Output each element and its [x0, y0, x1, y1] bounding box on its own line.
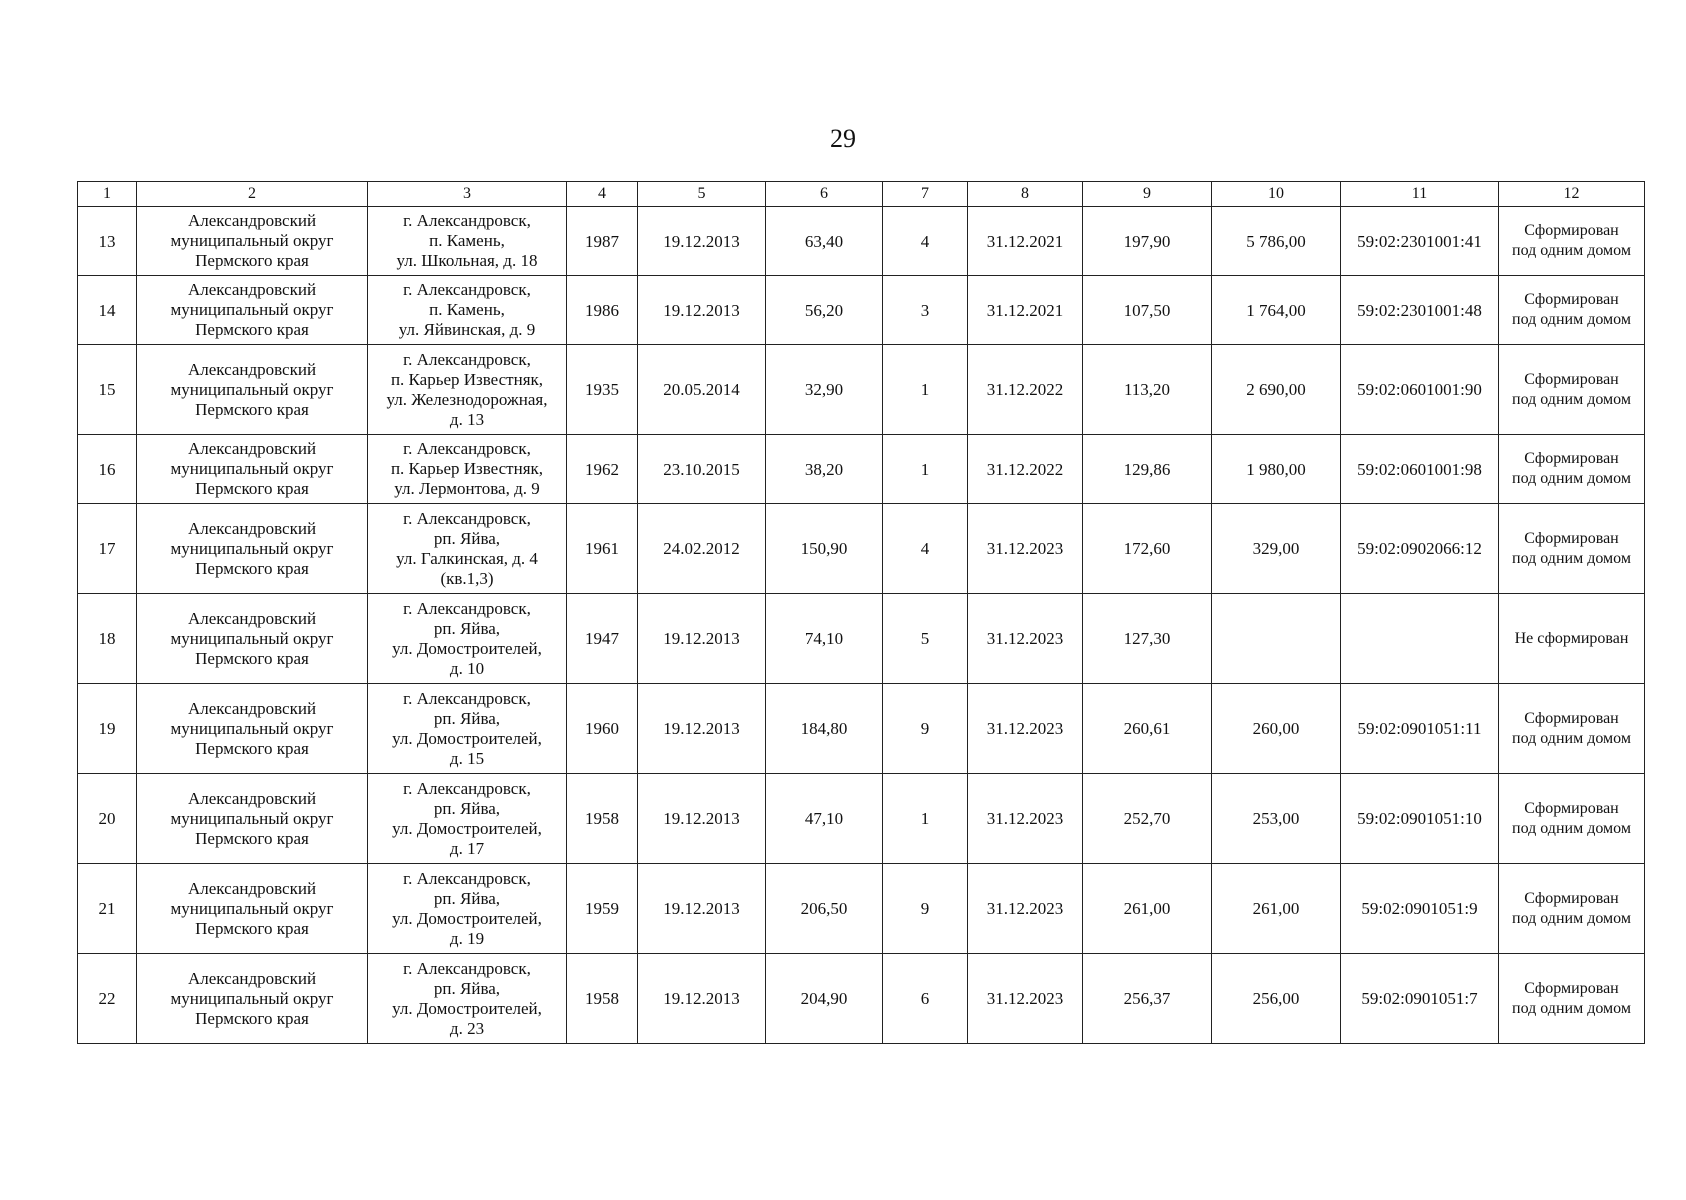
value9-cell: 252,70 — [1083, 774, 1212, 864]
column-header-5: 5 — [638, 182, 766, 207]
address-cell-line: д. 23 — [449, 1018, 485, 1038]
column-number-row — [78, 182, 1645, 207]
year-cell: 1947 — [567, 594, 638, 684]
persons-cell: 5 — [883, 594, 968, 684]
year-cell: 1958 — [567, 774, 638, 864]
owner-cell-line: Пермского края — [195, 828, 309, 848]
address-cell — [368, 864, 567, 954]
persons-cell: 6 — [883, 954, 968, 1044]
deadline-cell: 31.12.2023 — [968, 864, 1083, 954]
status-cell-line: под одним домом — [1512, 909, 1631, 927]
year-cell: 1986 — [567, 276, 638, 345]
row-number-cell: 15 — [78, 345, 137, 435]
row-number-cell: 19 — [78, 684, 137, 774]
status-cell — [1499, 684, 1645, 774]
status-cell — [1499, 345, 1645, 435]
cadastral-number-cell: 59:02:0601001:90 — [1341, 345, 1499, 435]
area-cell: 47,10 — [766, 774, 883, 864]
owner-cell — [137, 345, 368, 435]
area-cell: 150,90 — [766, 504, 883, 594]
value10-cell: 5 786,00 — [1212, 207, 1341, 276]
owner-cell-line: муниципальный округ — [170, 988, 334, 1008]
address-cell-line: п. Камень, — [429, 231, 505, 250]
address-cell-line: рп. Яйва, — [433, 798, 501, 818]
year-cell: 1935 — [567, 345, 638, 435]
address-cell-line: рп. Яйва, — [433, 888, 501, 908]
column-header-4: 4 — [567, 182, 638, 207]
address-cell-line: рп. Яйва, — [433, 978, 501, 998]
owner-cell-line: Пермского края — [195, 320, 309, 339]
address-cell-line: г. Александровск, — [403, 598, 531, 618]
owner-cell-line: Пермского края — [195, 558, 309, 578]
date-cell: 20.05.2014 — [638, 345, 766, 435]
address-cell-line: рп. Яйва, — [433, 618, 501, 638]
owner-cell-line: муниципальный округ — [170, 459, 334, 478]
date-cell: 24.02.2012 — [638, 504, 766, 594]
status-cell — [1499, 954, 1645, 1044]
row-number-cell: 14 — [78, 276, 137, 345]
persons-cell: 4 — [883, 207, 968, 276]
status-cell-line: под одним домом — [1512, 729, 1631, 747]
owner-cell-line: Александровский — [187, 518, 317, 538]
address-cell-line: д. 10 — [449, 658, 485, 678]
status-cell-line: под одним домом — [1512, 819, 1631, 837]
date-cell: 19.12.2013 — [638, 207, 766, 276]
deadline-cell: 31.12.2022 — [968, 345, 1083, 435]
owner-cell-line: Пермского края — [195, 399, 309, 419]
owner-cell-line: муниципальный округ — [170, 718, 334, 738]
cadastral-number-cell: 59:02:2301001:48 — [1341, 276, 1499, 345]
column-header-6: 6 — [766, 182, 883, 207]
owner-cell-line: Пермского края — [195, 648, 309, 668]
value10-cell — [1212, 594, 1341, 684]
date-cell: 19.12.2013 — [638, 594, 766, 684]
column-header-7: 7 — [883, 182, 968, 207]
status-cell — [1499, 774, 1645, 864]
owner-cell-line: Пермского края — [195, 918, 309, 938]
cadastral-number-cell: 59:02:0902066:12 — [1341, 504, 1499, 594]
cadastral-number-cell: 59:02:0901051:9 — [1341, 864, 1499, 954]
address-cell-line: г. Александровск, — [403, 280, 531, 299]
owner-cell — [137, 864, 368, 954]
date-cell: 19.12.2013 — [638, 864, 766, 954]
date-cell: 19.12.2013 — [638, 276, 766, 345]
owner-cell-line: Александровский — [187, 211, 317, 230]
persons-cell: 1 — [883, 774, 968, 864]
status-cell-line: Сформирован — [1524, 222, 1619, 239]
status-cell-line: под одним домом — [1512, 470, 1631, 487]
owner-cell — [137, 504, 368, 594]
owner-cell-line: Александровский — [187, 968, 317, 988]
row-number-cell: 17 — [78, 504, 137, 594]
deadline-cell: 31.12.2021 — [968, 207, 1083, 276]
value10-cell: 260,00 — [1212, 684, 1341, 774]
status-cell — [1499, 594, 1645, 684]
year-cell: 1958 — [567, 954, 638, 1044]
year-cell: 1962 — [567, 435, 638, 504]
status-cell — [1499, 276, 1645, 345]
address-cell-line: рп. Яйва, — [433, 528, 501, 548]
address-cell-line: д. 19 — [449, 928, 485, 948]
address-cell-line: г. Александровск, — [403, 349, 531, 369]
table-row — [78, 504, 1645, 594]
owner-cell-line: Пермского края — [195, 1008, 309, 1028]
row-number-cell: 16 — [78, 435, 137, 504]
owner-cell — [137, 774, 368, 864]
address-cell-line: г. Александровск, — [403, 508, 531, 528]
page-number: 29 — [830, 124, 856, 153]
address-cell — [368, 594, 567, 684]
persons-cell: 3 — [883, 276, 968, 345]
address-cell-line: ул. Железнодорожная, — [386, 389, 548, 409]
address-cell — [368, 345, 567, 435]
area-cell: 38,20 — [766, 435, 883, 504]
date-cell: 19.12.2013 — [638, 684, 766, 774]
address-cell-line: г. Александровск, — [403, 778, 531, 798]
address-cell-line: г. Александровск, — [403, 439, 531, 458]
value9-cell: 113,20 — [1083, 345, 1212, 435]
table-row — [78, 435, 1645, 504]
table-row — [78, 774, 1645, 864]
owner-cell — [137, 954, 368, 1044]
status-cell-line: Сформирован — [1524, 709, 1619, 727]
column-header-9: 9 — [1083, 182, 1212, 207]
status-cell-line: под одним домом — [1512, 999, 1631, 1017]
address-cell-line: п. Камень, — [429, 300, 505, 319]
column-header-10: 10 — [1212, 182, 1341, 207]
table-row — [78, 594, 1645, 684]
address-cell-line: д. 13 — [449, 409, 485, 429]
address-cell-line: д. 17 — [449, 838, 485, 858]
address-cell — [368, 774, 567, 864]
year-cell: 1987 — [567, 207, 638, 276]
year-cell: 1960 — [567, 684, 638, 774]
owner-cell — [137, 594, 368, 684]
area-cell: 206,50 — [766, 864, 883, 954]
address-cell-line: ул. Лермонтова, д. 9 — [394, 479, 540, 498]
value9-cell: 261,00 — [1083, 864, 1212, 954]
value9-cell: 127,30 — [1083, 594, 1212, 684]
area-cell: 63,40 — [766, 207, 883, 276]
row-number-cell: 20 — [78, 774, 137, 864]
address-cell-line: ул. Домостроителей, — [392, 638, 542, 658]
address-cell-line: (кв.1,3) — [440, 568, 494, 588]
value9-cell: 172,60 — [1083, 504, 1212, 594]
owner-cell-line: муниципальный округ — [170, 538, 334, 558]
owner-cell-line: Александровский — [187, 280, 317, 299]
owner-cell-line: Пермского края — [195, 251, 309, 270]
address-cell-line: ул. Домостроителей, — [392, 998, 542, 1018]
address-cell — [368, 207, 567, 276]
table-header — [78, 182, 1645, 207]
owner-cell — [137, 207, 368, 276]
value10-cell: 253,00 — [1212, 774, 1341, 864]
persons-cell: 1 — [883, 435, 968, 504]
address-cell-line: г. Александровск, — [403, 688, 531, 708]
owner-cell-line: Александровский — [187, 608, 317, 628]
owner-cell-line: Александровский — [187, 878, 317, 898]
owner-cell — [137, 684, 368, 774]
column-header-11: 11 — [1341, 182, 1499, 207]
value10-cell: 256,00 — [1212, 954, 1341, 1044]
status-cell-line: под одним домом — [1512, 549, 1631, 567]
area-cell: 32,90 — [766, 345, 883, 435]
deadline-cell: 31.12.2021 — [968, 276, 1083, 345]
table-body — [78, 207, 1645, 1044]
table-row — [78, 345, 1645, 435]
area-cell: 74,10 — [766, 594, 883, 684]
cadastral-number-cell: 59:02:0901051:7 — [1341, 954, 1499, 1044]
status-cell-line: под одним домом — [1512, 242, 1631, 259]
owner-cell-line: муниципальный округ — [170, 898, 334, 918]
address-cell-line: п. Карьер Известняк, — [390, 369, 544, 389]
persons-cell: 1 — [883, 345, 968, 435]
status-cell — [1499, 864, 1645, 954]
cadastral-number-cell: 59:02:0901051:11 — [1341, 684, 1499, 774]
area-cell: 204,90 — [766, 954, 883, 1044]
housing-registry-table — [77, 181, 1645, 1044]
address-cell-line: ул. Яйвинская, д. 9 — [398, 320, 536, 339]
year-cell: 1961 — [567, 504, 638, 594]
address-cell-line: п. Карьер Известняк, — [390, 459, 544, 478]
address-cell — [368, 684, 567, 774]
owner-cell-line: Пермского края — [195, 479, 309, 498]
table-row — [78, 207, 1645, 276]
row-number-cell: 22 — [78, 954, 137, 1044]
date-cell: 19.12.2013 — [638, 774, 766, 864]
value10-cell: 2 690,00 — [1212, 345, 1341, 435]
column-header-8: 8 — [968, 182, 1083, 207]
date-cell: 23.10.2015 — [638, 435, 766, 504]
deadline-cell: 31.12.2023 — [968, 594, 1083, 684]
address-cell-line: ул. Галкинская, д. 4 — [396, 548, 538, 568]
owner-cell-line: муниципальный округ — [170, 300, 334, 319]
deadline-cell: 31.12.2023 — [968, 954, 1083, 1044]
status-cell-line: Не сформирован — [1514, 629, 1629, 647]
address-cell-line: д. 15 — [449, 748, 485, 768]
value9-cell: 260,61 — [1083, 684, 1212, 774]
deadline-cell: 31.12.2023 — [968, 684, 1083, 774]
address-cell-line: г. Александровск, — [403, 958, 531, 978]
value10-cell: 1 980,00 — [1212, 435, 1341, 504]
owner-cell-line: Александровский — [187, 439, 317, 458]
address-cell-line: г. Александровск, — [403, 868, 531, 888]
value9-cell: 107,50 — [1083, 276, 1212, 345]
persons-cell: 4 — [883, 504, 968, 594]
table-row — [78, 276, 1645, 345]
cadastral-number-cell: 59:02:2301001:41 — [1341, 207, 1499, 276]
status-cell-line: под одним домом — [1512, 390, 1631, 408]
address-cell-line: ул. Домостроителей, — [392, 908, 542, 928]
column-header-3: 3 — [368, 182, 567, 207]
address-cell-line: г. Александровск, — [403, 211, 531, 230]
value9-cell: 129,86 — [1083, 435, 1212, 504]
deadline-cell: 31.12.2023 — [968, 504, 1083, 594]
address-cell-line: ул. Домостроителей, — [392, 728, 542, 748]
date-cell: 19.12.2013 — [638, 954, 766, 1044]
value9-cell: 197,90 — [1083, 207, 1212, 276]
table-row — [78, 864, 1645, 954]
deadline-cell: 31.12.2022 — [968, 435, 1083, 504]
owner-cell-line: Александровский — [187, 788, 317, 808]
address-cell-line: ул. Школьная, д. 18 — [396, 251, 538, 270]
area-cell: 184,80 — [766, 684, 883, 774]
address-cell-line: ул. Домостроителей, — [392, 818, 542, 838]
status-cell — [1499, 435, 1645, 504]
status-cell-line: Сформирован — [1524, 529, 1619, 547]
status-cell — [1499, 504, 1645, 594]
cadastral-number-cell: 59:02:0901051:10 — [1341, 774, 1499, 864]
owner-cell-line: Александровский — [187, 698, 317, 718]
owner-cell — [137, 435, 368, 504]
row-number-cell: 21 — [78, 864, 137, 954]
persons-cell: 9 — [883, 684, 968, 774]
owner-cell-line: муниципальный округ — [170, 808, 334, 828]
area-cell: 56,20 — [766, 276, 883, 345]
cadastral-number-cell: 59:02:0601001:98 — [1341, 435, 1499, 504]
address-cell-line: рп. Яйва, — [433, 708, 501, 728]
status-cell-line: Сформирован — [1524, 291, 1619, 308]
owner-cell-line: Пермского края — [195, 738, 309, 758]
row-number-cell: 18 — [78, 594, 137, 684]
status-cell-line: Сформирован — [1524, 889, 1619, 907]
value10-cell: 261,00 — [1212, 864, 1341, 954]
deadline-cell: 31.12.2023 — [968, 774, 1083, 864]
address-cell — [368, 276, 567, 345]
owner-cell-line: муниципальный округ — [170, 379, 334, 399]
owner-cell-line: муниципальный округ — [170, 231, 334, 250]
address-cell — [368, 435, 567, 504]
owner-cell-line: муниципальный округ — [170, 628, 334, 648]
table-row — [78, 954, 1645, 1044]
column-header-12: 12 — [1499, 182, 1645, 207]
row-number-cell: 13 — [78, 207, 137, 276]
status-cell-line: Сформирован — [1524, 979, 1619, 997]
address-cell — [368, 504, 567, 594]
owner-cell — [137, 276, 368, 345]
value10-cell: 1 764,00 — [1212, 276, 1341, 345]
status-cell-line: Сформирован — [1524, 370, 1619, 388]
status-cell-line: Сформирован — [1524, 799, 1619, 817]
year-cell: 1959 — [567, 864, 638, 954]
persons-cell: 9 — [883, 864, 968, 954]
value10-cell: 329,00 — [1212, 504, 1341, 594]
status-cell-line: Сформирован — [1524, 450, 1619, 467]
status-cell-line: под одним домом — [1512, 311, 1631, 328]
cadastral-number-cell — [1341, 594, 1499, 684]
address-cell — [368, 954, 567, 1044]
owner-cell-line: Александровский — [187, 359, 317, 379]
column-header-2: 2 — [137, 182, 368, 207]
value9-cell: 256,37 — [1083, 954, 1212, 1044]
status-cell — [1499, 207, 1645, 276]
column-header-1: 1 — [78, 182, 137, 207]
table-row — [78, 684, 1645, 774]
